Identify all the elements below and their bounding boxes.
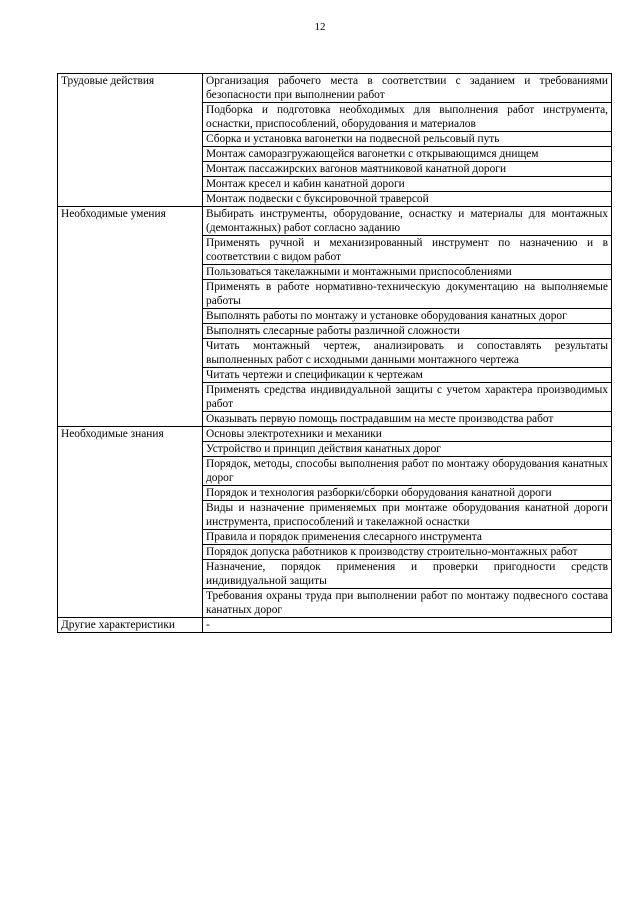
page-number: 12 [314, 21, 326, 33]
section-item: Читать монтажный чертеж, анализировать и сопоставлять результаты выполненных работ с исходными данными монтажного чертежа [203, 339, 612, 368]
table-row [58, 618, 612, 633]
section-item: Выполнять работы по монтажу и установке оборудования канатных дорог [203, 309, 612, 324]
section-item: Сборка и установка вагонетки на подвесной рельсовый путь [203, 132, 612, 147]
section-item: Назначение, порядок применения и проверки пригодности средств индивидуальной защиты [203, 560, 612, 589]
section-item: Виды и назначение применяемых при монтаже оборудования канатной дороги инструмента, приспособлений и такелажной оснастки [203, 501, 612, 530]
section-item: Подборка и подготовка необходимых для выполнения работ инструмента, оснастки, приспособлений, оборудования и материалов [203, 103, 612, 132]
section-item: Применять средства индивидуальной защиты с учетом характера производимых работ [203, 383, 612, 412]
section-item: Устройство и принцип действия канатных дорог [203, 442, 612, 457]
section-item: Монтаж подвески с буксировочной траверсой [203, 192, 612, 207]
section-item: - [203, 618, 612, 633]
section-item: Читать чертежи и спецификации к чертежам [203, 368, 612, 383]
section-label: Другие характеристики [58, 618, 203, 633]
section-label: Необходимые знания [58, 427, 203, 618]
section-item: Выбирать инструменты, оборудование, оснастку и материалы для монтажных (демонтажных) работ согласно заданию [203, 207, 612, 236]
section-item: Требования охраны труда при выполнении работ по монтажу подвесного состава канатных дорог [203, 589, 612, 618]
table-row [58, 207, 612, 236]
section-item: Оказывать первую помощь пострадавшим на месте производства работ [203, 412, 612, 427]
section-item: Применять ручной и механизированный инструмент по назначению и в соответствии с видом работ [203, 236, 612, 265]
section-item: Порядок и технология разборки/сборки оборудования канатной дороги [203, 486, 612, 501]
section-item: Порядок допуска работников к производству строительно-монтажных работ [203, 545, 612, 560]
section-item: Правила и порядок применения слесарного инструмента [203, 530, 612, 545]
section-item: Монтаж пассажирских вагонов маятниковой канатной дороги [203, 162, 612, 177]
section-item: Порядок, методы, способы выполнения работ по монтажу оборудования канатных дорог [203, 457, 612, 486]
section-item: Основы электротехники и механики [203, 427, 612, 442]
section-item: Пользоваться такелажными и монтажными приспособлениями [203, 265, 612, 280]
characteristics-table [57, 73, 612, 633]
section-item: Применять в работе нормативно-техническую документацию на выполняемые работы [203, 280, 612, 309]
table-row [58, 74, 612, 103]
section-item: Выполнять слесарные работы различной сложности [203, 324, 612, 339]
section-item: Монтаж кресел и кабин канатной дороги [203, 177, 612, 192]
section-item: Организация рабочего места в соответствии с заданием и требованиями безопасности при выполнении работ [203, 74, 612, 103]
section-label: Необходимые умения [58, 207, 203, 427]
section-label: Трудовые действия [58, 74, 203, 207]
section-item: Монтаж саморазгружающейся вагонетки с открывающимся днищем [203, 147, 612, 162]
table-row [58, 427, 612, 442]
